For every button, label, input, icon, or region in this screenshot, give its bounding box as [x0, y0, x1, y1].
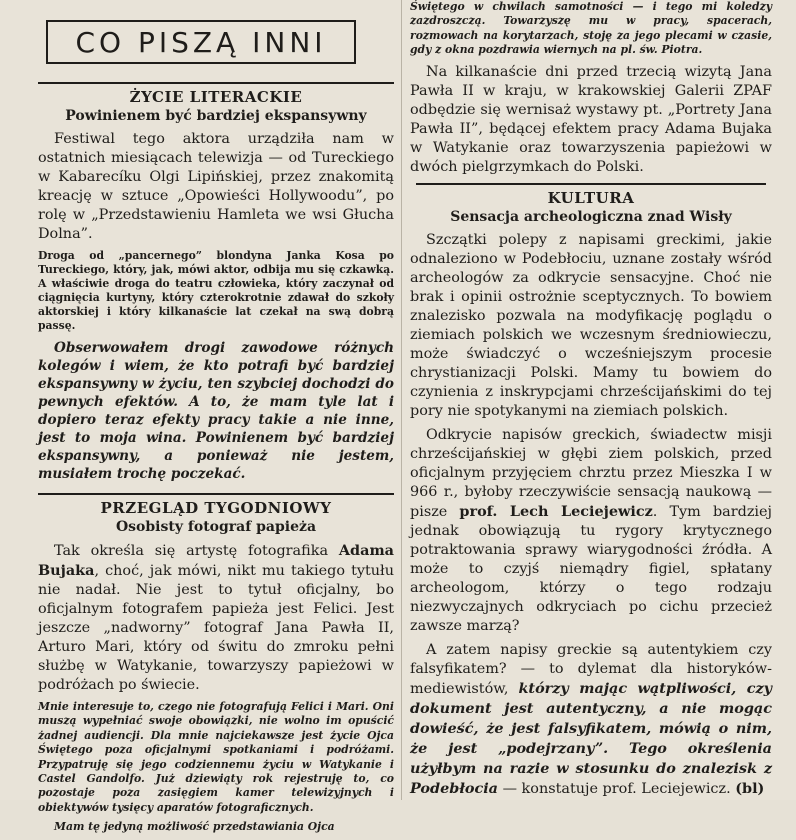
article1-paragraph-1: Festiwal tego aktora urządziła nam w ostatnich miesiącach telewizja — od Tureckiego w Kabarecíku Olgi Lipińskiej, przez znakomitą kreację w sztuce „Opowieści Hollywoodu”, po rolę w „Przedstawieniu Hamleta we wsi Głucha Dolna”. [38, 131, 394, 242]
column-divider [401, 0, 402, 800]
section-rule [416, 183, 766, 185]
headline-sensacja: Sensacja archeologiczna znad Wisły [450, 208, 732, 225]
right-column [410, 0, 772, 804]
section-rule [38, 493, 394, 495]
article3-text: A zatem napisy greckie są autentykiem czy falsyfikatem? — to dylemat dla historyków-mediewistów, [410, 641, 772, 697]
article3-italic-quote: którzy mając wątpliwości, czy dokument jest autentyczny, a nie mogąc dowieść, że jest falsyfikatem, mówią o nim, że jest „podejrzany”. Tego określenia użyłbym na razie w stosunku do znalezisk z Podebłocia [410, 679, 772, 797]
article2-quote-start: Mam tę jedyną możliwość przedstawiania Ojca [54, 820, 335, 834]
section-title-kultura: KULTURA [547, 188, 635, 207]
article1-paragraph-2: Droga od „pancernego” blondyna Janka Kosa po Tureckiego, który, jak, mówi aktor, odbija mu się czkawką. A właściwie droga do teatru człowieka, który zaczynał od ciągnięcia kurtyny, który czterokrotnie zdawał do szkoły aktorskiej i który kilkanaście lat czekał na swą dobrą passę. [38, 249, 394, 332]
left-column [38, 0, 394, 840]
article2-text: Tak określa się artystę fotografika [54, 543, 339, 559]
author-signature: (bl) [735, 779, 765, 797]
masthead: CO PISZĄ INNI [46, 20, 356, 64]
headline-ekspansywny: Powinienem być bardziej ekspansywny [65, 108, 367, 124]
headline-fotograf-papieza: Osobisty fotograf papieża [115, 519, 317, 535]
photographer-name: Adama Bujaka [38, 542, 394, 579]
article2-paragraph-1 [38, 541, 394, 695]
article2-quote-continued: Świętego w chwilach samotności — i tego mi koledzy zazdroszczą. Towarzyszę mu w pracy, spacerach, rozmowach na korytarzach, stoję za jego plecami w czasie, gdy z okna pozdrawia wiernych na pl. św. Piotra. [410, 0, 772, 57]
article2-text: , choć, jak mówi, nikt mu takiego tytułu nie nadał. Nie jest to tytuł oficjalny, bo oficjalnym fotografem papieża jest Felici. Jest jeszcze „nadworny” fotograf Jana Pawła II, Arturo Mari, który od świtu do zmroku pełni służbę w Watykanie, towarzyszy papieżowi w podróżach po świecie. [38, 563, 394, 693]
article2-quote: Mnie interesuje to, czego nie fotografują Felici i Mari. Oni muszą wypełniać swoje obowiązki, nie wolno im opuścić żadnej audiencji. Dla mnie najciekawsze jest życie Ojca Świętego poza oficjalnymi spotkaniami i podróżami. Przypatruję się jego codziennemu życiu w Watykanie i Castel Gandolfo. Już dziewiąty rok rejestruję to, co pozostaje poza zasięgiem kamer telewizyjnych i obiektywów tysięcy aparatów fotograficznych. [38, 700, 394, 814]
section-rule [38, 82, 394, 84]
section-title-przeglad-tygodniowy: PRZEGLĄD TYGODNIOWY [100, 499, 332, 517]
article3-paragraph-3 [410, 641, 772, 799]
article3-paragraph-2 [410, 426, 772, 636]
section-title-zycie-literackie: ŻYCIE LITERACKIE [129, 88, 303, 106]
article3-text: Odkrycie napisów greckich, świadectw misji chrześcijańskiej w głębi ziem polskich, przed oficjalnym przyjęciem chrztu przez Mieszka I w 966 r., byłoby rzeczywiście sensacją naukową — pisze [410, 426, 772, 520]
article2-paragraph-4: Na kilkanaście dni przed trzecią wizytą Jana Pawła II w kraju, w krakowskiej Galerii ZPAF odbędzie się wernisaż wystawy pt. „Portrety Jana Pawła II”, będącej efektem pracy Adama Bujaka w Watykanie oraz towarzyszenia papieżowi w dwóch pielgrzymkach do Polski. [410, 63, 772, 175]
article3-paragraph-1: Szczątki polepy z napisami greckimi, jakie odnaleziono w Podebłociu, uznane zostały wśród archeologów za odkrycie sensacyjne. Choć nie brak i opinii ostrożnie sceptycznych. To bowiem znalezisko pozwala na modyfikację poglądu o ziemiach polskich we wczesnym średniowieczu, może świadczyć o wcześniejszym procesie chrystianizacji Polski. Mamy tu bowiem do czynienia z inskrypcjami chrześcijańskimi do tej pory nie spotykanymi na ziemiach polskich. [410, 231, 772, 419]
professor-name: prof. Lech Leciejewicz [459, 502, 653, 520]
article1-paragraph-3: Obserwowałem drogi zawodowe różnych kolegów i wiem, że kto potrafi być bardziej ekspansywny w życiu, ten szybciej dochodzi do pewnych efektów. A to, że mam tyle lat i dopiero teraz efekty pracy takie a nie inne, jest to moja wina. Powinienem być bardziej ekspansywny, a ponieważ nie jestem, musiałem trochę poczekać. [38, 340, 394, 482]
article3-text: . Tym bardziej jednak obowiązują tu rygory krytycznego potraktowania sprawy wiarygodności źródła. A może to czyjś niemądry figiel, spłatany archeologom, którzy o tego rodzaju niezwyczajnych odkryciach po cichu przecież zawsze marzą? [410, 503, 772, 634]
article3-text: — konstatuje prof. Leciejewicz. [498, 780, 736, 797]
